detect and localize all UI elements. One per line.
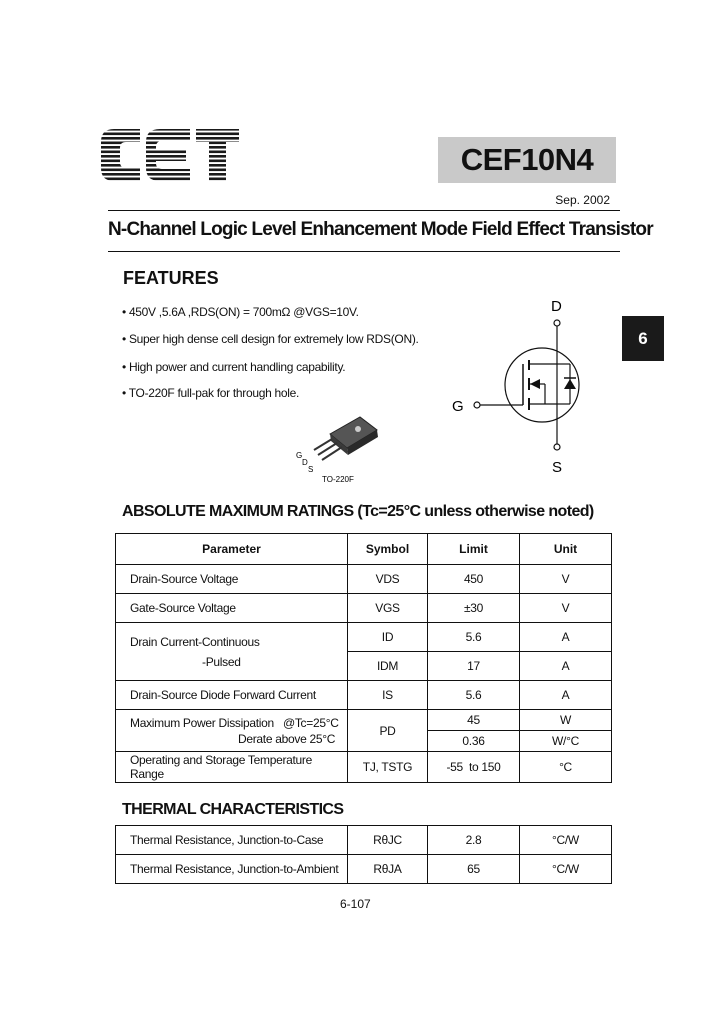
gate-label: G bbox=[452, 398, 464, 415]
unit-cell: °C/W bbox=[520, 855, 612, 884]
table-header-row bbox=[116, 534, 612, 565]
feature-item: • 450V ,5.6A ,RDS(ON) = 700mΩ @VGS=10V. bbox=[122, 305, 359, 319]
source-label: S bbox=[552, 459, 563, 476]
symbol-cell: IDM bbox=[348, 652, 428, 681]
package-pin-d: D bbox=[302, 458, 308, 467]
package-pin-g: G bbox=[296, 451, 303, 460]
table-row bbox=[116, 826, 612, 855]
package-label: TO-220F bbox=[322, 475, 354, 484]
symbol-cell: ID bbox=[348, 623, 428, 652]
unit-cell: °C/W bbox=[520, 826, 612, 855]
unit-cell: V bbox=[520, 565, 612, 594]
unit-cell: A bbox=[520, 652, 612, 681]
column-header: Parameter bbox=[116, 534, 348, 565]
param-line: Drain Current-Continuous bbox=[130, 634, 260, 649]
feature-item: • Super high dense cell design for extremely low RDS(ON). bbox=[122, 332, 419, 346]
column-header: Unit bbox=[520, 534, 612, 565]
cet-logo bbox=[100, 128, 240, 182]
param-cell: Thermal Resistance, Junction-to-Ambient bbox=[116, 855, 348, 884]
param-cell: Gate-Source Voltage bbox=[116, 594, 348, 623]
to220f-package-drawing bbox=[292, 412, 392, 487]
unit-cell: W/°C bbox=[520, 731, 612, 752]
param-cell: Drain-Source Voltage bbox=[116, 565, 348, 594]
thermal-heading: THERMAL CHARACTERISTICS bbox=[122, 801, 344, 818]
thermal-table bbox=[115, 825, 612, 884]
feature-item: • TO-220F full-pak for through hole. bbox=[122, 386, 300, 400]
param-line: -Pulsed bbox=[202, 654, 241, 669]
limit-cell: 0.36 bbox=[428, 731, 520, 752]
package-pin-s: S bbox=[308, 465, 314, 474]
title-rule-bottom bbox=[108, 251, 620, 252]
unit-cell: A bbox=[520, 681, 612, 710]
feature-text: TO-220F full-pak for through hole. bbox=[128, 386, 300, 400]
table-row bbox=[116, 710, 612, 731]
table-row bbox=[116, 752, 612, 783]
limit-cell: 5.6 bbox=[428, 681, 520, 710]
symbol-cell: PD bbox=[348, 710, 428, 752]
param-cell bbox=[116, 710, 348, 752]
param-cell: Operating and Storage Temperature Range bbox=[116, 752, 348, 783]
limit-cell: 45 bbox=[428, 710, 520, 731]
table-row bbox=[116, 855, 612, 884]
feature-text: 450V ,5.6A ,RDS(ON) = 700mΩ @VGS=10V. bbox=[128, 305, 359, 319]
ratings-table bbox=[115, 533, 612, 783]
title-rule-top bbox=[108, 210, 620, 211]
param-line: Derate above 25°C bbox=[238, 731, 336, 746]
feature-text: High power and current handling capability. bbox=[128, 360, 346, 374]
features-heading: FEATURES bbox=[123, 268, 219, 288]
table-row bbox=[116, 623, 612, 652]
unit-cell: V bbox=[520, 594, 612, 623]
logo-text: CET bbox=[170, 168, 172, 169]
limit-cell: 2.8 bbox=[428, 826, 520, 855]
param-cell: Thermal Resistance, Junction-to-Case bbox=[116, 826, 348, 855]
symbol-cell: IS bbox=[348, 681, 428, 710]
table-row bbox=[116, 594, 612, 623]
document-title: N-Channel Logic Level Enhancement Mode Field Effect Transistor bbox=[108, 219, 653, 240]
param-cell: Drain-Source Diode Forward Current bbox=[116, 681, 348, 710]
limit-cell: 450 bbox=[428, 565, 520, 594]
section-tab: 6 bbox=[622, 316, 664, 361]
mosfet-symbol bbox=[440, 292, 590, 476]
limit-cell: ±30 bbox=[428, 594, 520, 623]
symbol-cell: TJ, TSTG bbox=[348, 752, 428, 783]
param-line: Maximum Power Dissipation @Tc=25°C bbox=[130, 715, 339, 730]
part-number: CEF10N4 bbox=[460, 142, 594, 177]
param-cell bbox=[116, 623, 348, 681]
limit-cell: -55 to 150 bbox=[428, 752, 520, 783]
unit-cell: °C bbox=[520, 752, 612, 783]
symbol-cell: VDS bbox=[348, 565, 428, 594]
limit-cell: 5.6 bbox=[428, 623, 520, 652]
ratings-heading: ABSOLUTE MAXIMUM RATINGS (Tc=25°C unless otherwise noted) bbox=[122, 503, 594, 520]
symbol-cell: RθJA bbox=[348, 855, 428, 884]
unit-cell: W bbox=[520, 710, 612, 731]
table-row bbox=[116, 565, 612, 594]
symbol-cell: VGS bbox=[348, 594, 428, 623]
unit-cell: A bbox=[520, 623, 612, 652]
limit-cell: 17 bbox=[428, 652, 520, 681]
feature-text: Super high dense cell design for extremely low RDS(ON). bbox=[128, 332, 419, 346]
limit-cell: 65 bbox=[428, 855, 520, 884]
column-header: Symbol bbox=[348, 534, 428, 565]
column-header: Limit bbox=[428, 534, 520, 565]
symbol-cell: RθJC bbox=[348, 826, 428, 855]
feature-item: • High power and current handling capability. bbox=[122, 360, 346, 374]
release-date: Sep. 2002 bbox=[555, 193, 610, 207]
page-number: 6-107 bbox=[340, 897, 371, 911]
table-row bbox=[116, 681, 612, 710]
drain-label: D bbox=[551, 298, 562, 315]
